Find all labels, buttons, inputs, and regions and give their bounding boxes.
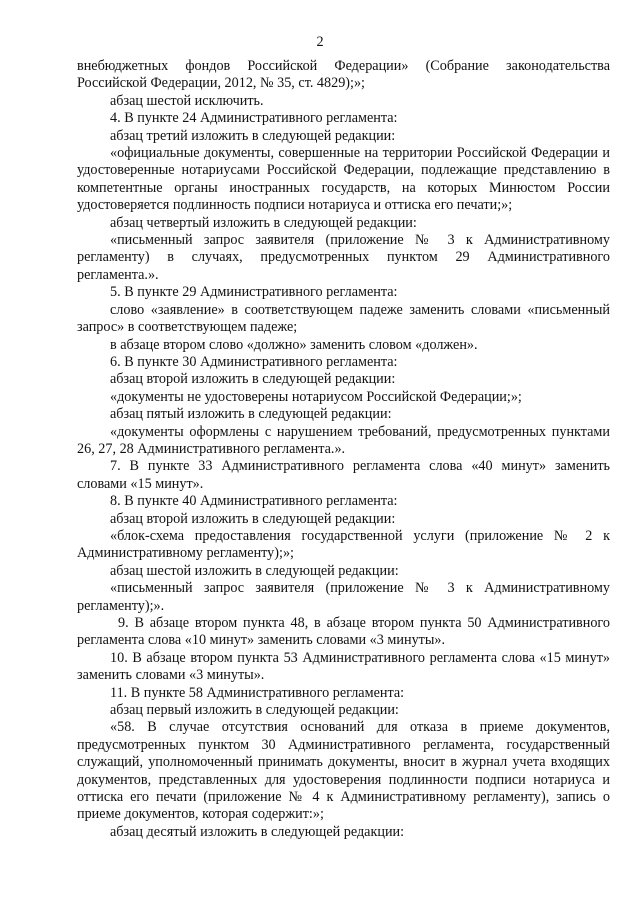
- paragraph: абзац второй изложить в следующей редакции:: [110, 371, 396, 388]
- item-6-heading: 6. В пункте 30 Административного регламента:: [110, 353, 398, 370]
- item-8-heading: 8. В пункте 40 Административного регламента:: [110, 493, 398, 510]
- quoted-text: «письменный запрос заявителя (приложение № 3 к Административному регламенту);».: [77, 580, 610, 614]
- item-11-heading: 11. В пункте 58 Административного регламента:: [110, 684, 405, 701]
- paragraph: абзац десятый изложить в следующей редакции:: [110, 823, 405, 840]
- item-7-heading: 7. В пункте 33 Административного регламента слова «40 минут» заменить словами «15 минут».: [77, 458, 610, 492]
- quoted-text: «документы не удостоверены нотариусом Российской Федерации;»;: [110, 388, 522, 405]
- quoted-text: «документы оформлены с нарушением требований, предусмотренных пунктами 26, 27, 28 Административного регламента.».: [77, 423, 610, 457]
- paragraph: слово «заявление» в соответствующем падеже заменить словами «письменный запрос» в соответствующем падеже;: [77, 301, 610, 336]
- quoted-text: «58. В случае отсутствия оснований для отказа в приеме документов, предусмотренных пунктом 30 Административного регламента, государственный служащий, уполномоченный принимать документы, вносит в журнал учета входящих документов, представленных для удостоверения подлинности подписи нотариуса и оттиска его печати (приложение № 4 к Административному регламенту), запись о приеме документов, которая содержит:»;: [77, 719, 610, 823]
- item-9-heading: 9. В абзаце втором пункта 48, в абзаце втором пункта 50 Административного регламента слова «10 минут» заменить словами «3 минуты».: [77, 615, 610, 649]
- item-4-heading: 4. В пункте 24 Административного регламента:: [110, 110, 398, 127]
- quoted-text: «официальные документы, совершенные на территории Российской Федерации и удостоверенные нотариусами Российской Федерации, подлежащие представлению в компетентные органы иностранных государств, на которых Минюстом России удостоверяется подлинность подписи нотариуса и оттиска его печати;»;: [77, 145, 610, 214]
- paragraph: абзац второй изложить в следующей редакции:: [110, 510, 396, 527]
- paragraph: абзац третий изложить в следующей редакции:: [110, 127, 396, 144]
- quoted-text: «письменный запрос заявителя (приложение № 3 к Административному регламенту) в случаях, предусмотренных пунктом 29 Административного регламента.».: [77, 232, 610, 283]
- item-10-heading: 10. В абзаце втором пункта 53 Административного регламента слова «15 минут» заменить словами «3 минуты».: [77, 649, 610, 684]
- paragraph: в абзаце втором слово «должно» заменить словом «должен».: [110, 336, 478, 353]
- page-number: 2: [316, 34, 324, 50]
- paragraph-delete-sixth: абзац шестой исключить.: [110, 92, 264, 109]
- paragraph: абзац шестой изложить в следующей редакции:: [110, 562, 399, 579]
- paragraph: абзац первый изложить в следующей редакции:: [110, 702, 399, 719]
- quoted-text: «блок-схема предоставления государственной услуги (приложение № 2 к Административному регламенту);»;: [77, 527, 610, 562]
- paragraph: абзац пятый изложить в следующей редакции:: [110, 406, 392, 423]
- paragraph: абзац четвертый изложить в следующей редакции:: [110, 214, 417, 231]
- item-5-heading: 5. В пункте 29 Административного регламента:: [110, 284, 398, 301]
- paragraph-continuation: внебюджетных фондов Российской Федерации» (Собрание законодательства Российской Федерации, 2012, № 35, ст. 4829);»;: [77, 58, 610, 92]
